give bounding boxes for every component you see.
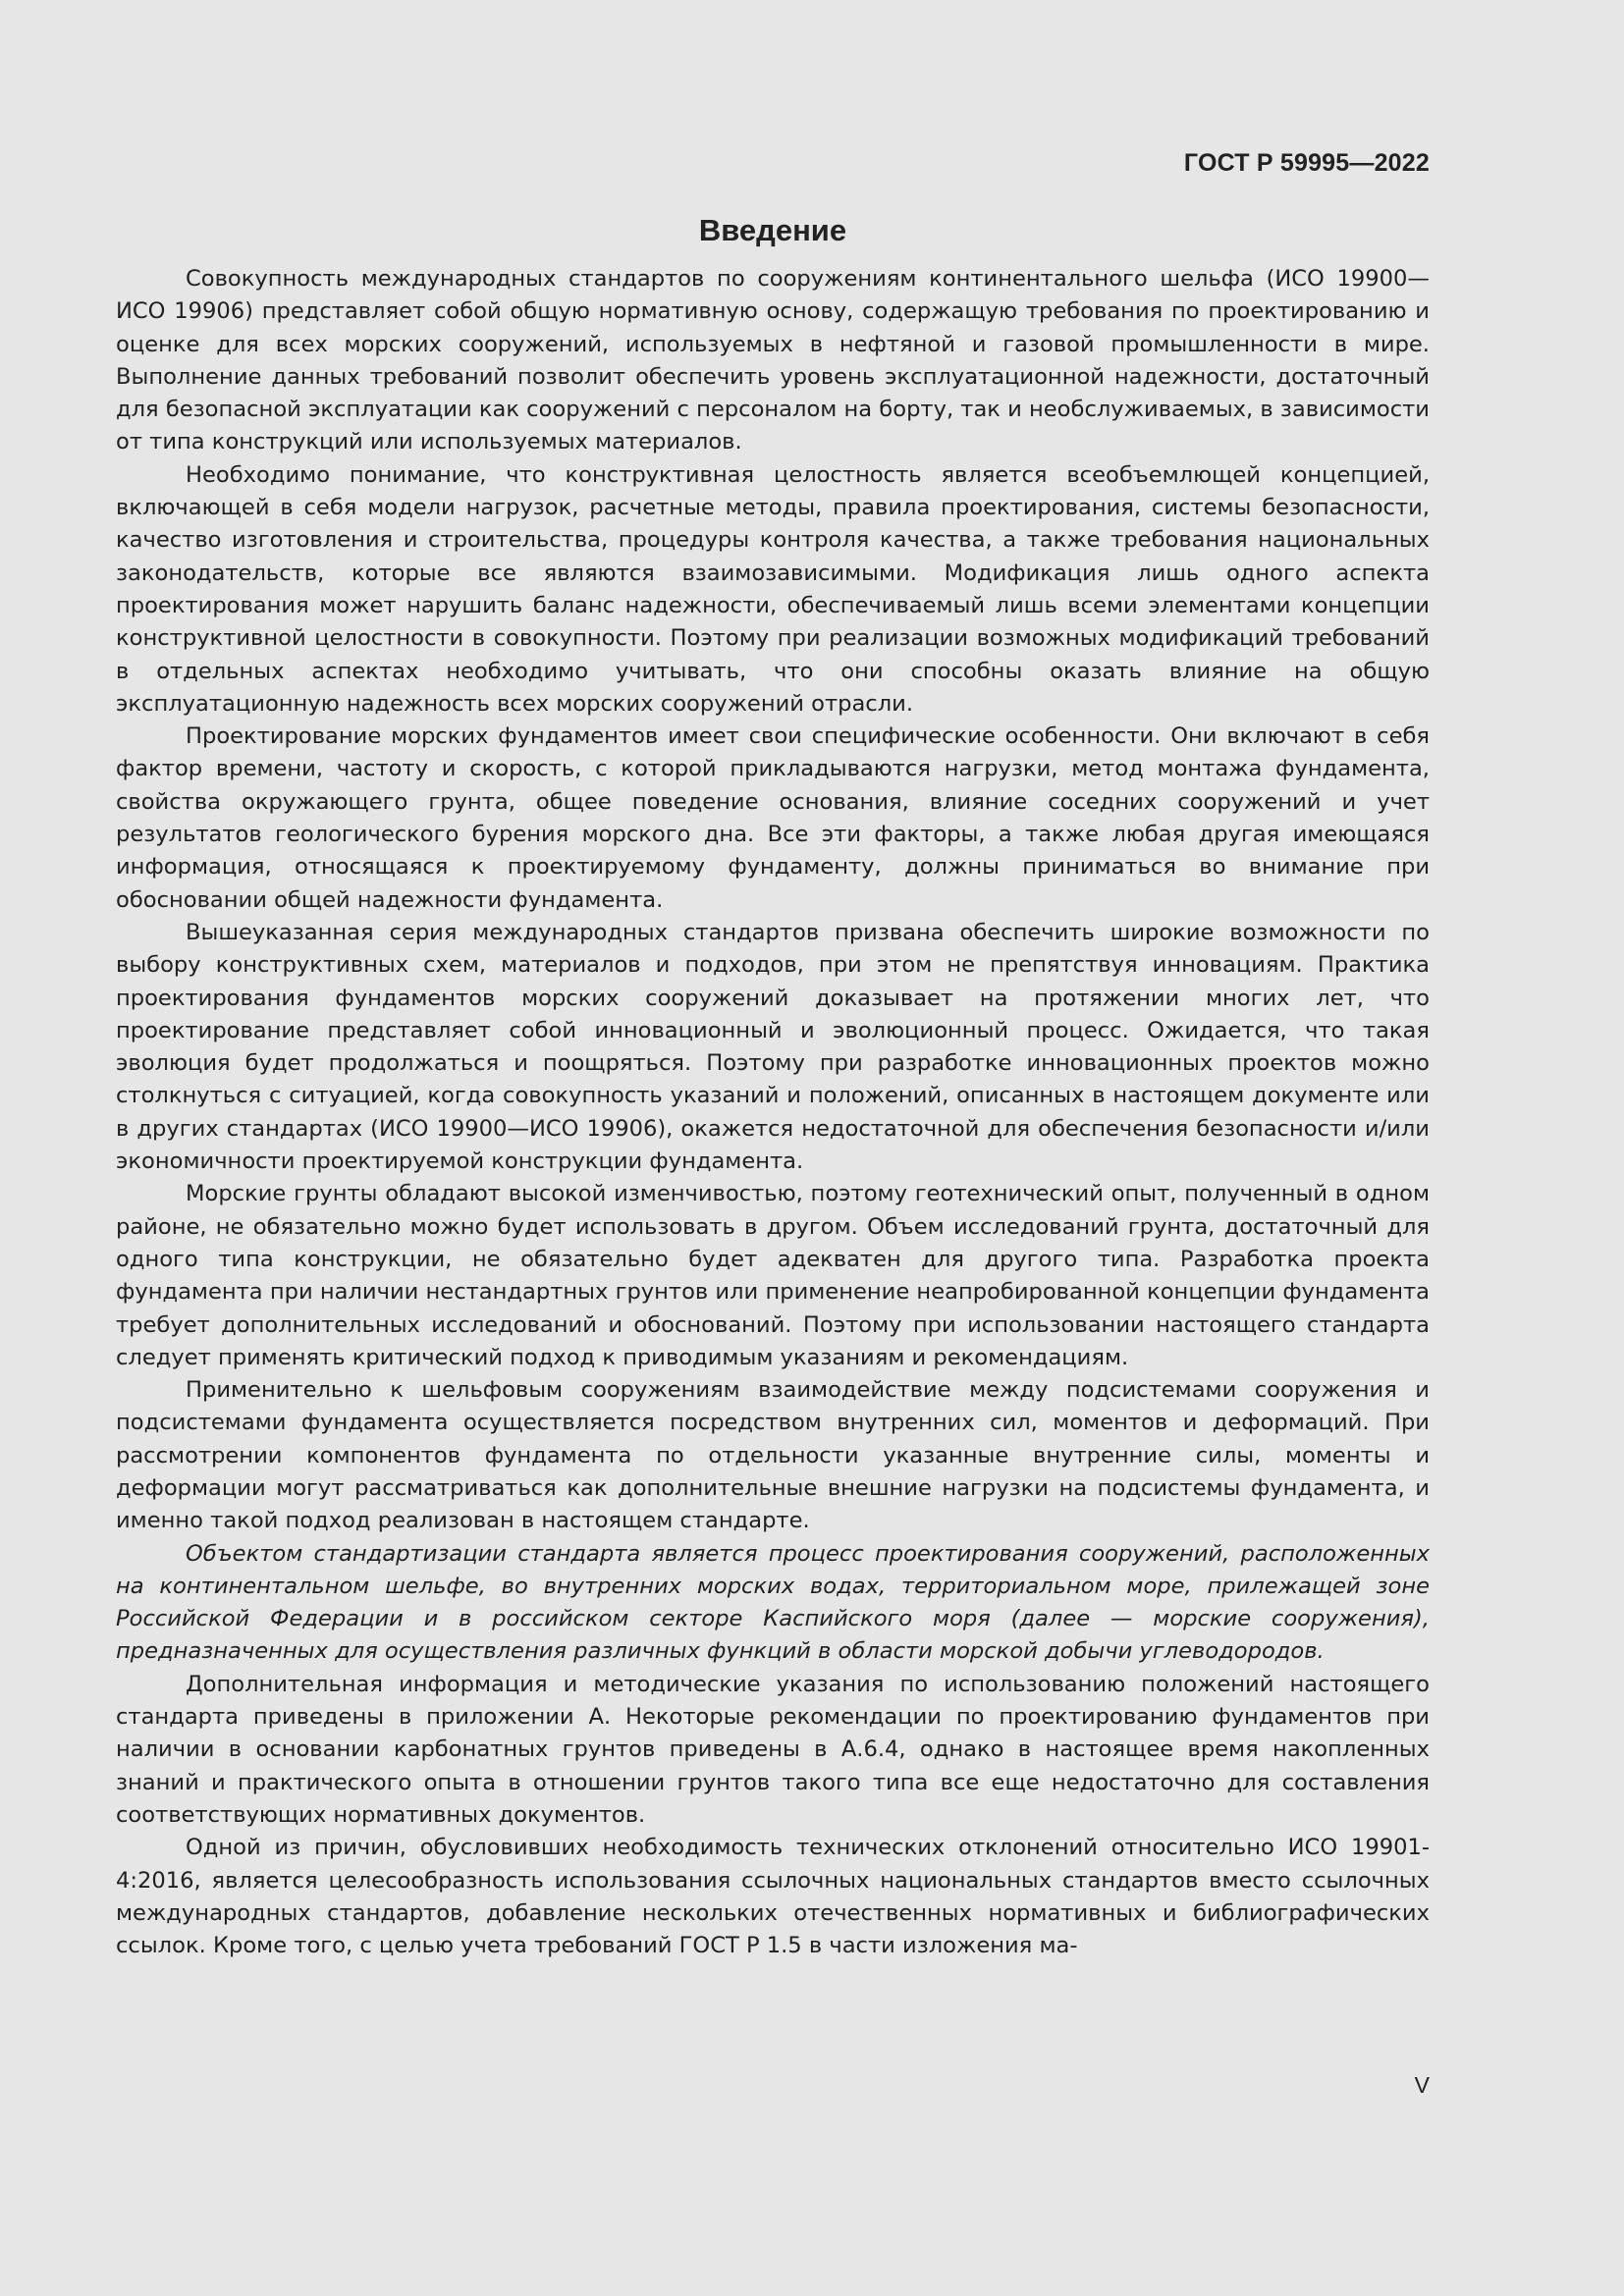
paragraph-8: Дополнительная информация и методические указания по использованию положений настоящего стандарта приведены в приложении А. Некоторые рекомендации по проектированию фундаментов при наличии в основании карбонатных грунтов приведены в А.6.4, однако в настоящее время накопленных знаний и практического опыта в отношении грунтов такого типа все еще недостаточно для составления соответствующих нормативных документов. [116, 1671, 1430, 1828]
paragraph-1: Совокупность международных стандартов по сооружениям континентального шельфа (ИСО 19900—ИСО 19906) представляет собой общую нормативную основу, содержащую требования по проектированию и оценке для всех морских сооружений, используемых в нефтяной и газовой промышленности в мире. Выполнение данных требований позволит обеспечить уровень эксплуатационной надежности, достаточный для безопасной эксплуатации как сооружений с персоналом на борту, так и необслуживаемых, в зависимости от типа конструкций или используемых материалов. [116, 266, 1430, 455]
paragraph-9: Одной из причин, обусловивших необходимость технических отклонений относительно ИСО 19901-4:2016, является целесообразность использования ссылочных национальных стандартов вместо ссылочных международных стандартов, добавление нескольких отечественных нормативных и библиографических ссылок. Кроме того, с целью учета требований ГОСТ Р 1.5 в части изложения ма- [116, 1835, 1430, 1959]
paragraph-6: Применительно к шельфовым сооружениям взаимодействие между подсистемами сооружения и подсистемами фундамента осуществляется посредством внутренних сил, моментов и деформаций. При рассмотрении компонентов фундамента по отдельности указанные внутренние силы, моменты и деформации могут рассматриваться как дополнительные внешние нагрузки на подсистемы фундамента, и именно такой подход реализован в настоящем стандарте. [116, 1377, 1430, 1534]
section-title: Введение [698, 213, 847, 247]
paragraph-4: Вышеуказанная серия международных стандартов призвана обеспечить широкие возможности по выбору конструктивных схем, материалов и подходов, при этом не препятствуя инновациям. Практика проектирования фундаментов морских сооружений доказывает на протяжении многих лет, что проектирование представляет собой инновационный и эволюционный процесс. Ожидается, что такая эволюция будет продолжаться и поощряться. Поэтому при разработке инновационных проектов можно столкнуться с ситуацией, когда совокупность указаний и положений, описанных в настоящем документе или в других стандартах (ИСО 19900—ИСО 19906), окажется недостаточной для обеспечения безопасности и/или экономичности проектируемой конструкции фундамента. [116, 919, 1430, 1175]
paragraph-2: Необходимо понимание, что конструктивная целостность является всеобъемлющей концепцией, включающей в себя модели нагрузок, расчетные методы, правила проектирования, системы безопасности, качество изготовления и строительства, процедуры контроля качества, а также требования национальных законодательств, которые все являются взаимозависимыми. Модификация лишь одного аспекта проектирования может нарушить баланс надежности, обеспечиваемый лишь всеми элементами концепции конструктивной целостности в совокупности. Поэтому при реализации возможных модификаций требований в отдельных аспектах необходимо учитывать, что они способны оказать влияние на общую эксплуатационную надежность всех морских сооружений отрасли. [116, 461, 1430, 717]
document-code-header: ГОСТ Р 59995—2022 [1183, 149, 1430, 177]
paragraph-5: Морские грунты обладают высокой изменчивостью, поэтому геотехнический опыт, полученный в одном районе, не обязательно можно будет использовать в другом. Объем исследований грунта, достаточный для одного типа конструкции, не обязательно будет адекватен для другого типа. Разработка проекта фундамента при наличии нестандартных грунтов или применение неапробированной концепции фундамента требует дополнительных исследований и обоснований. Поэтому при использовании настоящего стандарта следует применять критический подход к приводимым указаниям и рекомендациям. [116, 1181, 1430, 1370]
page-number: V [1414, 2072, 1430, 2098]
document-page [116, 145, 1430, 1962]
paragraph-3: Проектирование морских фундаментов имеет свои специфические особенности. Они включают в себя фактор времени, частоту и скорость, с которой прикладываются нагрузки, метод монтажа фундамента, свойства окружающего грунта, общее поведение основания, влияние соседних сооружений и учет результатов геологического бурения морского дна. Все эти факторы, а также любая другая имеющаяся информация, относящаяся к проектируемому фундаменту, должны приниматься во внимание при обосновании общей надежности фундамента. [116, 723, 1430, 913]
paragraph-7-italic: Объектом стандартизации стандарта является процесс проектирования сооружений, расположенных на континентальном шельфе, во внутренних морских водах, территориальном море, прилежащей зоне Российской Федерации и в российском секторе Каспийского моря (далее — морские сооружения), предназначенных для осуществления различных функций в области морской добычи углеводородов. [116, 1540, 1430, 1665]
